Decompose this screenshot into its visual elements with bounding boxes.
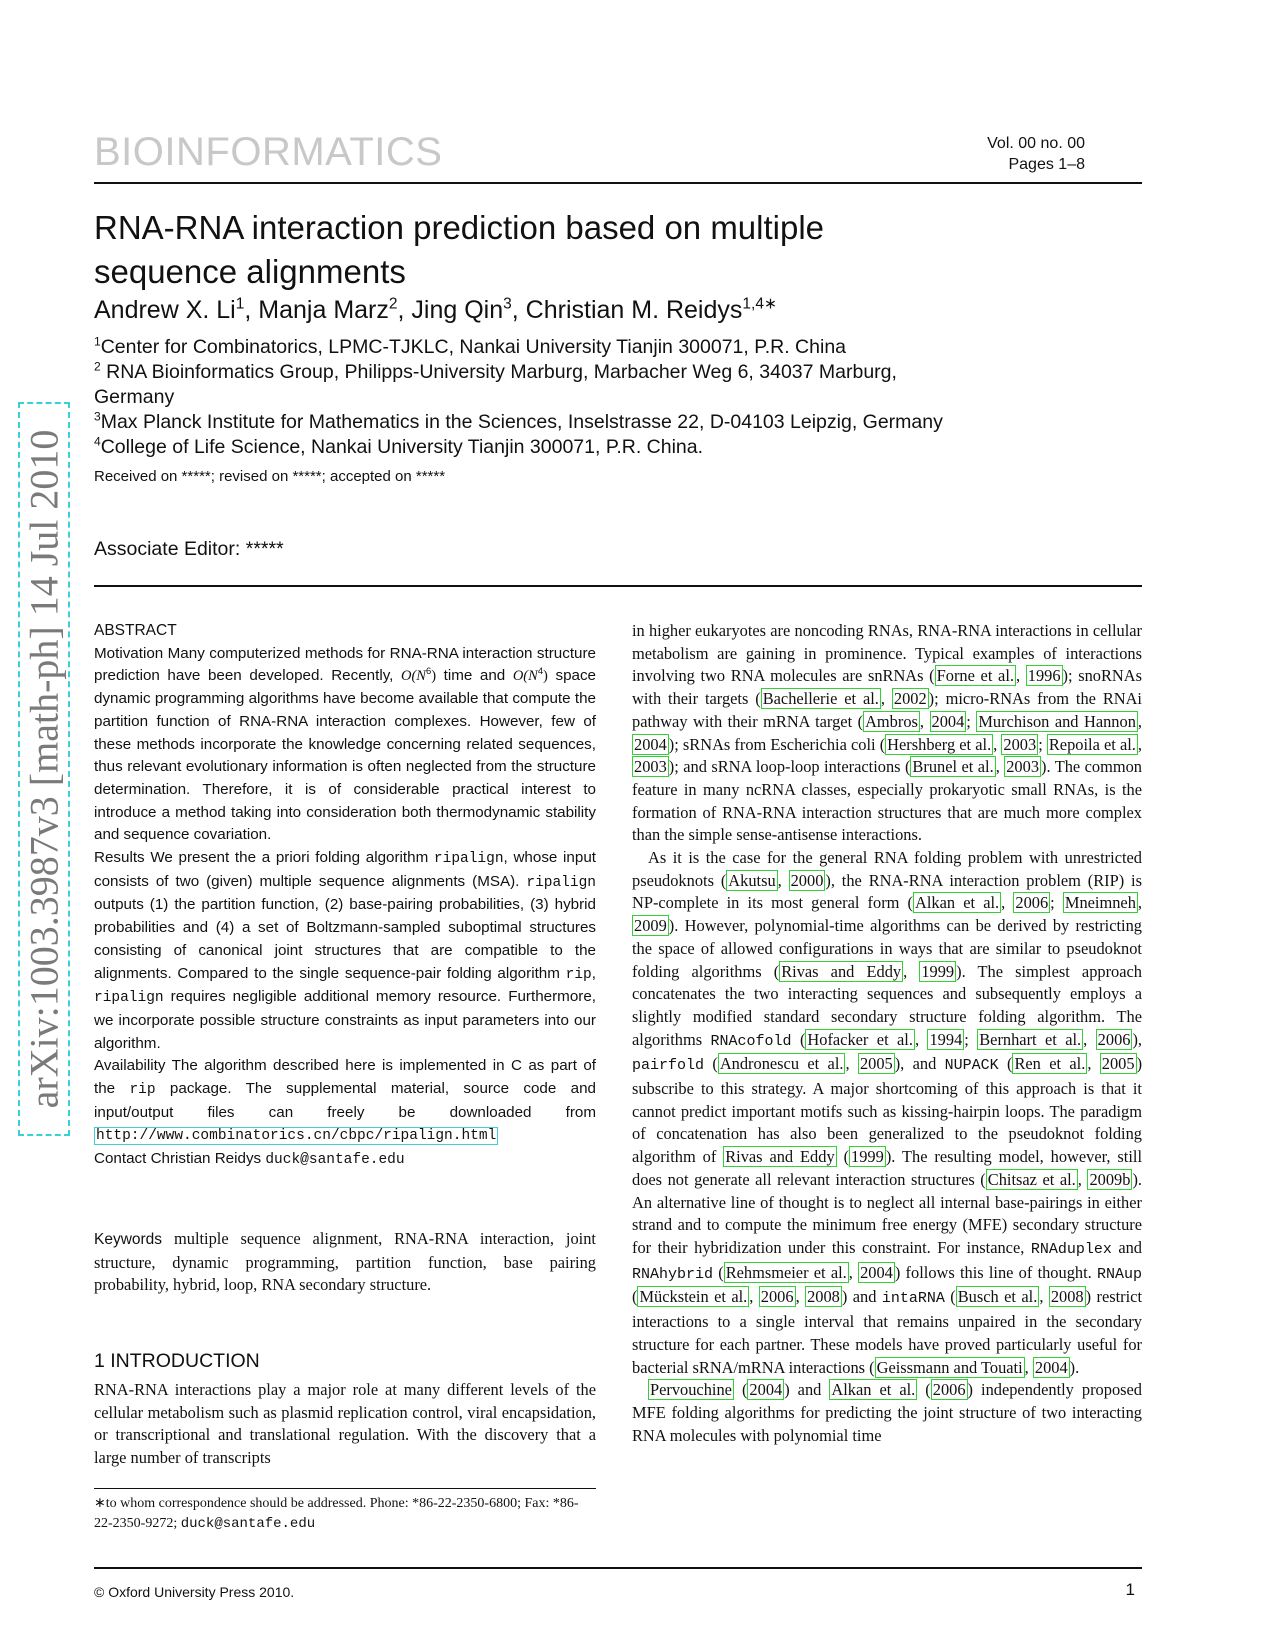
affil-mark: 3 xyxy=(94,409,101,424)
author-name: Andrew X. Li xyxy=(94,296,236,324)
keywords-label: Keywords xyxy=(94,1230,163,1248)
citation-link[interactable]: Andronescu et al. xyxy=(719,1054,844,1074)
paper-title xyxy=(94,206,994,294)
citation-link[interactable]: 2005 xyxy=(859,1054,893,1074)
text-run: ( xyxy=(713,1262,724,1282)
text-run: ; xyxy=(964,1029,978,1049)
text-run: requires negligible additional memory resource. Furthermore, we incorporate possible structure constraints as input parameters into our algorithm. xyxy=(94,988,596,1052)
math: ) xyxy=(543,668,548,685)
text-run: As it is the case for the general RNA folding problem with unrestricted pseudoknots ( xyxy=(632,848,1142,890)
volume-number: Vol. 00 no. 00 xyxy=(987,135,1085,152)
text-run: in higher eukaryotes are noncoding RNAs, RNA-RNA interactions in cellular metabolism are gaining in prominence. Typical examples of interactions involving two RNA molecules are snRNAs ( xyxy=(632,621,1142,686)
intro-paragraph: RNA-RNA interactions play a major role at many different levels of the cellular metabolism such as plasmid replication control, viral encapsidation, or transcriptional and translational regulation. With the discovery that a large number of transcripts xyxy=(94,1379,596,1468)
text-run: ), xyxy=(1132,1029,1143,1049)
text-run: , xyxy=(848,1262,859,1282)
citation-link[interactable]: Geissmann and Touati xyxy=(876,1357,1023,1377)
text-run: , xyxy=(880,689,892,709)
code-rip: rip xyxy=(565,966,592,983)
text-run: ( xyxy=(733,1380,748,1400)
author-sep: , xyxy=(511,296,526,324)
journal-name: BIOINFORMATICS xyxy=(94,130,443,174)
citation-link[interactable]: 2005 xyxy=(1101,1054,1135,1074)
citation-link[interactable]: 1996 xyxy=(1027,666,1061,686)
math: ) xyxy=(431,668,437,685)
affiliation xyxy=(94,410,974,435)
citation-link[interactable]: 1999 xyxy=(921,961,955,981)
text-run: , xyxy=(845,1054,858,1074)
citation-link[interactable]: Chitsaz et al. xyxy=(987,1169,1076,1189)
author-affil-mark: 2 xyxy=(388,295,398,313)
text-run: , xyxy=(919,711,930,731)
math: O(N xyxy=(400,668,426,685)
citation-link[interactable]: Alkan et al. xyxy=(915,893,1000,913)
code-ripalign: ripalign xyxy=(94,990,164,1007)
citation-link[interactable]: Hofacker et al. xyxy=(807,1029,913,1049)
text-run: , xyxy=(777,870,789,890)
citation-link[interactable]: Repoila et al. xyxy=(1048,734,1136,754)
text-run: ). The simplest approach concatenates the two interacting sequences and subsequently employs a slightly modified standard secondary structure folding algorithm. The algorithms xyxy=(632,961,1142,1049)
page-number: 1 xyxy=(1125,1580,1135,1599)
text-run: ); snoRNAs with their targets ( xyxy=(632,666,1142,709)
affiliation xyxy=(94,435,974,460)
affil-text: RNA Bioinformatics Group, Philipps-University Marburg, Marbacher Weg 6, 34037 Marburg, xyxy=(100,361,897,383)
citation-link[interactable]: 2006 xyxy=(1015,893,1049,913)
text-run: , xyxy=(1137,711,1142,731)
code-rnacofold: RNAcofold xyxy=(710,1032,792,1050)
citation-link[interactable]: 2009b xyxy=(1089,1169,1131,1189)
citation-link[interactable]: Ambros xyxy=(865,711,918,731)
citation-link[interactable]: 2004 xyxy=(1034,1357,1068,1377)
citation-link[interactable]: 2008 xyxy=(807,1287,840,1307)
citation-link[interactable]: Alkan et al. xyxy=(831,1380,916,1400)
text-run: ); and sRNA loop-loop interactions ( xyxy=(668,757,911,777)
author-affil-mark: 1,4∗ xyxy=(742,295,777,313)
text-run: , xyxy=(1024,1357,1033,1377)
code-rnaduplex: RNAduplex xyxy=(1030,1240,1112,1258)
abstract-results xyxy=(94,847,596,1055)
contact-email: duck@santafe.edu xyxy=(265,1152,405,1169)
text-run: ), and xyxy=(894,1054,945,1074)
text-run: , xyxy=(1077,1169,1088,1189)
citation-link[interactable]: Hershberg et al. xyxy=(887,734,992,754)
affiliation xyxy=(94,385,974,410)
code-rip: rip xyxy=(129,1082,156,1099)
affil-mark: 4 xyxy=(94,434,101,449)
text-run: ( xyxy=(632,1287,638,1307)
text-run: , xyxy=(1137,734,1142,754)
citation-link[interactable]: 2004 xyxy=(634,734,667,754)
text-run: outputs (1) the partition function, (2) base-pairing probabilities, (3) hybrid probabilities and (4) a set of Boltzmann-sampled suboptimal structures consisting of canonical joint structures that are compatible to the alignments. Compared to the single sequence-pair folding algorithm xyxy=(94,896,596,982)
footnote-text: ∗to whom correspondence should be addressed. Phone: *86-22-2350-6800; Fax: *86-22-2350-9272; xyxy=(94,1496,579,1531)
citation-link[interactable]: Rivas and Eddy xyxy=(781,961,902,981)
citation-link[interactable]: Busch et al. xyxy=(957,1287,1038,1307)
affiliation xyxy=(94,335,974,360)
author-affil-mark: 1 xyxy=(235,295,245,313)
text-run: , xyxy=(1087,1054,1100,1074)
results-label: Results xyxy=(94,849,145,867)
text-run: , xyxy=(795,1287,806,1307)
citation-link[interactable]: 2004 xyxy=(749,1380,783,1400)
text-run: ) restrict interactions to a single interval that remains unpaired in the secondary structure for each partner. These models have proved particularly useful for bacterial sRNA/mRNA interactions ( xyxy=(632,1287,1142,1377)
text-run: ( xyxy=(791,1029,806,1049)
citation-link[interactable]: 2004 xyxy=(931,711,965,731)
citation-link[interactable]: Ren et al. xyxy=(1014,1054,1086,1074)
citation-link[interactable]: Mneimneh xyxy=(1064,893,1136,913)
text-run: We present the a priori folding algorithm xyxy=(144,849,434,867)
text-run: ) independently proposed MFE folding algorithms for predicting the joint structure of two interacting RNA molecules with polynomial time xyxy=(632,1380,1142,1445)
text-run: ); sRNAs from Escherichia coli ( xyxy=(668,734,886,754)
text-run: , xyxy=(903,961,920,981)
text-run: ( xyxy=(704,1054,718,1074)
text-run: , xyxy=(993,734,1002,754)
math-exp: 4 xyxy=(537,665,544,677)
text-run: Many computerized methods for RNA-RNA interaction structure prediction have been developed. Recently, xyxy=(94,644,596,685)
code-rnaup: RNAup xyxy=(1096,1265,1142,1283)
text-run: time and xyxy=(436,667,513,685)
text-run: , xyxy=(995,757,1005,777)
contact-label: Contact xyxy=(94,1150,147,1168)
download-url-link[interactable]: http://www.combinatorics.cn/cbpc/ripalign.html xyxy=(96,1128,497,1145)
affil-text: College of Life Science, Nankai University Tianjin 300071, P.R. China. xyxy=(100,436,704,458)
text-run: , xyxy=(591,964,596,982)
affil-mark: 1 xyxy=(94,334,101,349)
code-intarna: intaRNA xyxy=(881,1290,945,1308)
citation-link[interactable]: Rivas and Eddy xyxy=(725,1147,835,1167)
citation-link[interactable]: Bernhart et al. xyxy=(979,1029,1082,1049)
text-run: ( xyxy=(917,1380,931,1400)
text-run: ) follows this line of thought. xyxy=(894,1262,1097,1282)
text-run: , xyxy=(1137,893,1142,913)
citation-link[interactable]: 1999 xyxy=(851,1147,884,1167)
text-run: ; xyxy=(1050,893,1063,913)
author-sep: , xyxy=(397,296,412,324)
citation-link[interactable]: 2003 xyxy=(1003,734,1037,754)
text-run: , xyxy=(749,1287,759,1307)
math-exp: 6 xyxy=(425,665,432,677)
motivation-label: Motivation xyxy=(94,644,164,662)
abstract-motivation xyxy=(94,643,596,847)
footnote-rule xyxy=(94,1488,596,1489)
citation-link[interactable]: Bachellerie et al. xyxy=(762,689,879,709)
citation-link[interactable]: 2008 xyxy=(1050,1287,1084,1307)
text-run: ; xyxy=(966,711,977,731)
text-run: ( xyxy=(998,1054,1013,1074)
contact-name: Christian Reidys xyxy=(146,1150,266,1168)
text-run: , xyxy=(1001,893,1014,913)
volume-info xyxy=(987,133,1085,175)
code-ripalign: ripalign xyxy=(433,851,504,868)
author-name: Manja Marz xyxy=(258,296,389,324)
citation-link[interactable]: 2004 xyxy=(860,1262,893,1282)
text-run: ). An alternative line of thought is to neglect all internal base-pairings in either strand and to compute the minimum free energy (MFE) secondary structure for their hybridization under this constraint. For instance, xyxy=(632,1169,1142,1257)
text-run: package. The supplemental material, source code and input/output files can freely be downloaded from xyxy=(94,1080,596,1121)
text-run: ; xyxy=(1038,734,1047,754)
citation-link[interactable]: Murchison and Hannon xyxy=(978,711,1136,731)
text-run: ( xyxy=(944,1287,956,1307)
citation-link[interactable]: Mückstein et al. xyxy=(639,1287,748,1307)
citation-link[interactable]: Forne et al. xyxy=(936,666,1014,686)
title-line-1: RNA-RNA interaction prediction based on multiple xyxy=(94,209,825,246)
citation-link[interactable]: Brunel et al. xyxy=(912,757,994,777)
text-run: ). The common feature in many ncRNA classes, especially prokaryotic small RNAs, is the formation of RNA-RNA interaction structures that are much more complex than the simple sense-antisense interactions. xyxy=(632,757,1143,845)
text-run: , xyxy=(914,1029,928,1049)
abstract-rule xyxy=(94,585,1142,587)
text-run: ( xyxy=(836,1147,850,1167)
page-range: Pages 1–8 xyxy=(1008,156,1085,173)
author-list xyxy=(94,296,777,325)
text-run: , xyxy=(1015,666,1026,686)
code-rnahybrid: RNAhybrid xyxy=(632,1265,714,1283)
author-sep: , xyxy=(244,296,259,324)
keywords-text: multiple sequence alignment, RNA-RNA interaction, joint structure, dynamic programming, partition function, base pairing probability, hybrid, loop, RNA secondary structure. xyxy=(94,1228,596,1295)
code-pairfold: pairfold xyxy=(632,1057,705,1075)
text-run: , whose input consists of two (given) multiple sequence alignments (MSA). xyxy=(94,849,596,890)
affil-mark: 2 xyxy=(94,359,101,374)
section-heading-introduction: 1 INTRODUCTION xyxy=(94,1349,260,1372)
code-ripalign: ripalign xyxy=(526,874,596,891)
affiliations xyxy=(94,335,974,460)
received-dates: Received on *****; revised on *****; accepted on ***** xyxy=(94,468,446,485)
keywords xyxy=(94,1228,596,1297)
citation-link[interactable]: 2000 xyxy=(790,870,824,890)
affil-text: Max Planck Institute for Mathematics in the Sciences, Inselstrasse 22, D-04103 Leipzig, Germany xyxy=(100,411,943,433)
citation-link[interactable]: 2006 xyxy=(932,1380,966,1400)
citation-link[interactable]: 2003 xyxy=(634,757,667,777)
citation-link[interactable]: 1994 xyxy=(929,1029,963,1049)
associate-editor: Associate Editor: ***** xyxy=(94,538,284,560)
intro-paragraph-2 xyxy=(632,847,1142,1379)
text-run: ). xyxy=(1069,1357,1080,1377)
left-column xyxy=(94,620,596,1470)
affil-text: Germany xyxy=(94,386,175,408)
arxiv-stamp-text: arXiv:1003.3987v3 [math-ph] 14 Jul 2010 xyxy=(21,429,67,1109)
citation-link[interactable]: 2006 xyxy=(1097,1029,1131,1049)
text-run: ) and xyxy=(784,1380,830,1400)
affiliation xyxy=(94,360,974,385)
right-column xyxy=(632,620,1142,1447)
intro-paragraph-3 xyxy=(632,1379,1142,1447)
text-run: , xyxy=(1039,1287,1049,1307)
text-run: and xyxy=(1111,1237,1142,1257)
affil-text: Center for Combinatorics, LPMC-TJKLC, Nankai University Tianjin 300071, P.R. China xyxy=(100,336,847,358)
abstract-heading: ABSTRACT xyxy=(94,622,177,639)
abstract-availability xyxy=(94,1055,596,1148)
citation-link[interactable]: 2006 xyxy=(760,1287,794,1307)
citation-link[interactable]: 2002 xyxy=(893,689,927,709)
author-affil-mark: 3 xyxy=(503,295,512,313)
author-name: Jing Qin xyxy=(411,296,504,324)
code-nupack: NUPACK xyxy=(944,1057,999,1075)
text-run: ). However, polynomial-time algorithms can be derived by restricting the space of allowed configurations in ways that are similar to pseudoknot folding algorithms ( xyxy=(632,916,1142,981)
text-run: ). The resulting model, however, still does not generate all relevant interaction structures ( xyxy=(632,1147,1143,1189)
correspondence-footnote xyxy=(94,1494,596,1534)
text-run: ) subscribe to this strategy. A major shortcoming of this approach is that it cannot predict important motifs such as kissing-hairpin loops. The paradigm of concatenation has also been generalized to the pseudoknot folding algorithm of xyxy=(632,1054,1143,1167)
citation-link[interactable]: Pervouchine xyxy=(650,1380,732,1400)
text-run: The algorithm described here is implemented in C as part of the xyxy=(94,1057,596,1098)
intro-paragraph-continued xyxy=(632,620,1142,847)
citation-link[interactable]: 2009 xyxy=(634,916,667,936)
copyright-notice: © Oxford University Press 2010. xyxy=(94,1584,295,1600)
abstract-contact xyxy=(94,1148,596,1172)
footer-rule xyxy=(94,1567,1142,1569)
math: O(N xyxy=(512,668,538,685)
citation-link[interactable]: 2003 xyxy=(1006,757,1040,777)
text-run: ) and xyxy=(841,1287,882,1307)
author-name: Christian M. Reidys xyxy=(525,296,743,324)
text-run: space dynamic programming algorithms have become available that compute the partition function of RNA-RNA interaction complexes. However, few of these methods incorporate the knowledge concerning related sequences, thus relevant evolutionary information is often neglected from the structure determination. Therefore, it is of considerable practical interest to introduce a method taking into consideration both thermodynamic stability and sequence covariation. xyxy=(94,667,596,844)
text-run: ); micro-RNAs from the RNAi pathway with their mRNA target ( xyxy=(632,689,1142,731)
text-run: ), the RNA-RNA interaction problem (RIP) is NP-complete in its most general form ( xyxy=(632,870,1142,913)
text-run: , xyxy=(1083,1029,1096,1049)
arxiv-stamp[interactable] xyxy=(18,402,70,1136)
citation-link[interactable]: Rehmsmeier et al. xyxy=(725,1262,847,1282)
title-line-2: sequence alignments xyxy=(94,253,406,290)
availability-label: Availability xyxy=(94,1057,166,1075)
citation-link[interactable]: Akutsu xyxy=(728,870,776,890)
header-rule xyxy=(94,182,1142,184)
footnote-email: duck@santafe.edu xyxy=(180,1516,316,1532)
